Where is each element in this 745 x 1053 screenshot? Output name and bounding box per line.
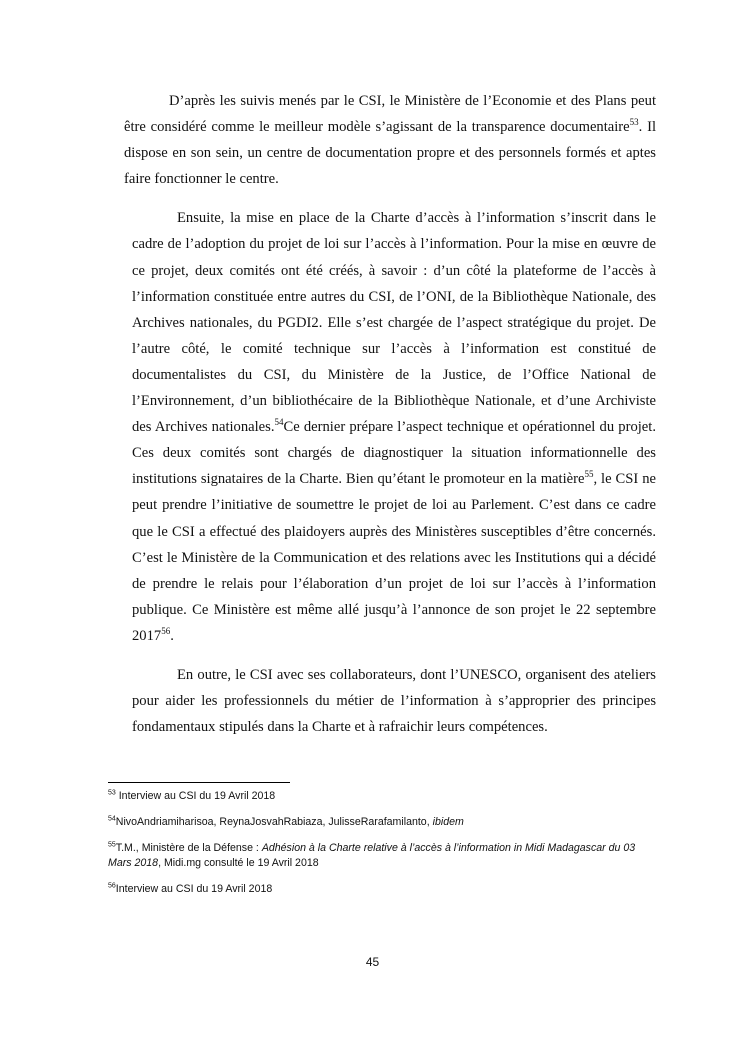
- footnote-54: [108, 815, 656, 830]
- paragraph-2-text: Ensuite, la mise en place de la Charte d’accès à l’information s’inscrit dans le cadre de l’adoption du projet de loi sur l’accès à l’information. Pour la mise en œuvre de ce projet, deux comités ont été créés, à savoir : d’un côté la plateforme de l’accès à l’information constituée entre autres du CSI, de l’ONI, de la Bibliothèque Nationale, des Archives nationales, du PGDI2. Elle s’est chargée de l’aspect stratégique du projet. De l’autre côté, le comité technique sur l’accès à l’information est constitué de documentalistes du CSI, du Ministère de la Justice, de l’Office National de l’Environnement, d’un bibliothécaire de la Bibliothèque Nationale, et d’une Archiviste des Archives nationales.: [132, 210, 656, 436]
- footnote-ref-54[interactable]: 54: [274, 417, 284, 428]
- footnote-56: [108, 882, 656, 897]
- paragraph-1-text-cont: . Il dispose en son sein, un centre de documentation propre et des personnels formés et aptes faire fonctionner le centre.: [124, 119, 656, 188]
- paragraph-1: [124, 88, 656, 192]
- footnote-italic: Adhésion à la Charte relative à l’accès à l’information in Midi Madagascar du 03 Mars 2018: [108, 842, 636, 869]
- footnote-text: Interview au CSI du 19 Avril 2018: [115, 790, 276, 802]
- paragraph-3: [132, 662, 656, 740]
- footnote-text: T.M., Ministère de la Défense :: [115, 842, 262, 854]
- footnote-ref-56[interactable]: 56: [161, 626, 171, 637]
- paragraph-2-text-cont: Ce dernier prépare l’aspect technique et opérationnel du projet. Ces deux comités sont chargés de diagnostiquer la situation informationnelle des institutions signataires de la Charte. Bien qu’étant le promoteur en la matière: [132, 419, 656, 488]
- paragraph-1-text: D’après les suivis menés par le CSI, le Ministère de l’Economie et des Plans peut être considéré comme le meilleur modèle s’agissant de la transparence documentaire: [124, 93, 656, 136]
- paragraph-3-text: En outre, le CSI avec ses collaborateurs, dont l’UNESCO, organisent des ateliers pour aider les professionnels du métier de l’information à s’approprier des principes fondamentaux stipulés dans la Charte et à rafraichir leurs compétences.: [132, 666, 656, 736]
- footnote-text-tail: , Midi.mg consulté le 19 Avril 2018: [158, 857, 319, 869]
- footnote-number: 56: [108, 882, 116, 890]
- footnote-text: NivoAndriamiharisoa, ReynaJosvahRabiaza, JulisseRarafamilanto,: [115, 816, 433, 828]
- footnote-italic: ibidem: [432, 816, 464, 828]
- footnote-number: 53: [108, 789, 116, 797]
- footnote-number: 55: [108, 841, 116, 849]
- paragraph-2-text-cont-2: , le CSI ne peut prendre l’initiative de soumettre le projet de loi au Parlement. C’est dans ce cadre que le CSI a effectué des plaidoyers auprès des Ministères susceptibles d’être concernés. C’est le Ministère de la Communication et des relations avec les Institutions qui a décidé de prendre le relais pour l’élaboration d’un projet de loi sur l’accès à l’information publique. Ce Ministère est même allé jusqu’à l’annonce de son projet le 22 septembre 2017: [132, 471, 656, 644]
- page-number: 45: [365, 955, 380, 969]
- footnote-55: [108, 841, 656, 871]
- footnotes: [108, 789, 656, 908]
- footnote-text: Interview au CSI du 19 Avril 2018: [115, 883, 273, 895]
- footnote-53: [108, 789, 656, 804]
- footnote-ref-53[interactable]: 53: [629, 117, 639, 128]
- body-text: [124, 88, 656, 753]
- footnote-number: 54: [108, 815, 116, 823]
- paragraph-2-text-end: .: [170, 627, 174, 644]
- footnote-ref-55[interactable]: 55: [584, 469, 594, 480]
- paragraph-2: [132, 205, 656, 649]
- footnote-separator: [108, 782, 290, 783]
